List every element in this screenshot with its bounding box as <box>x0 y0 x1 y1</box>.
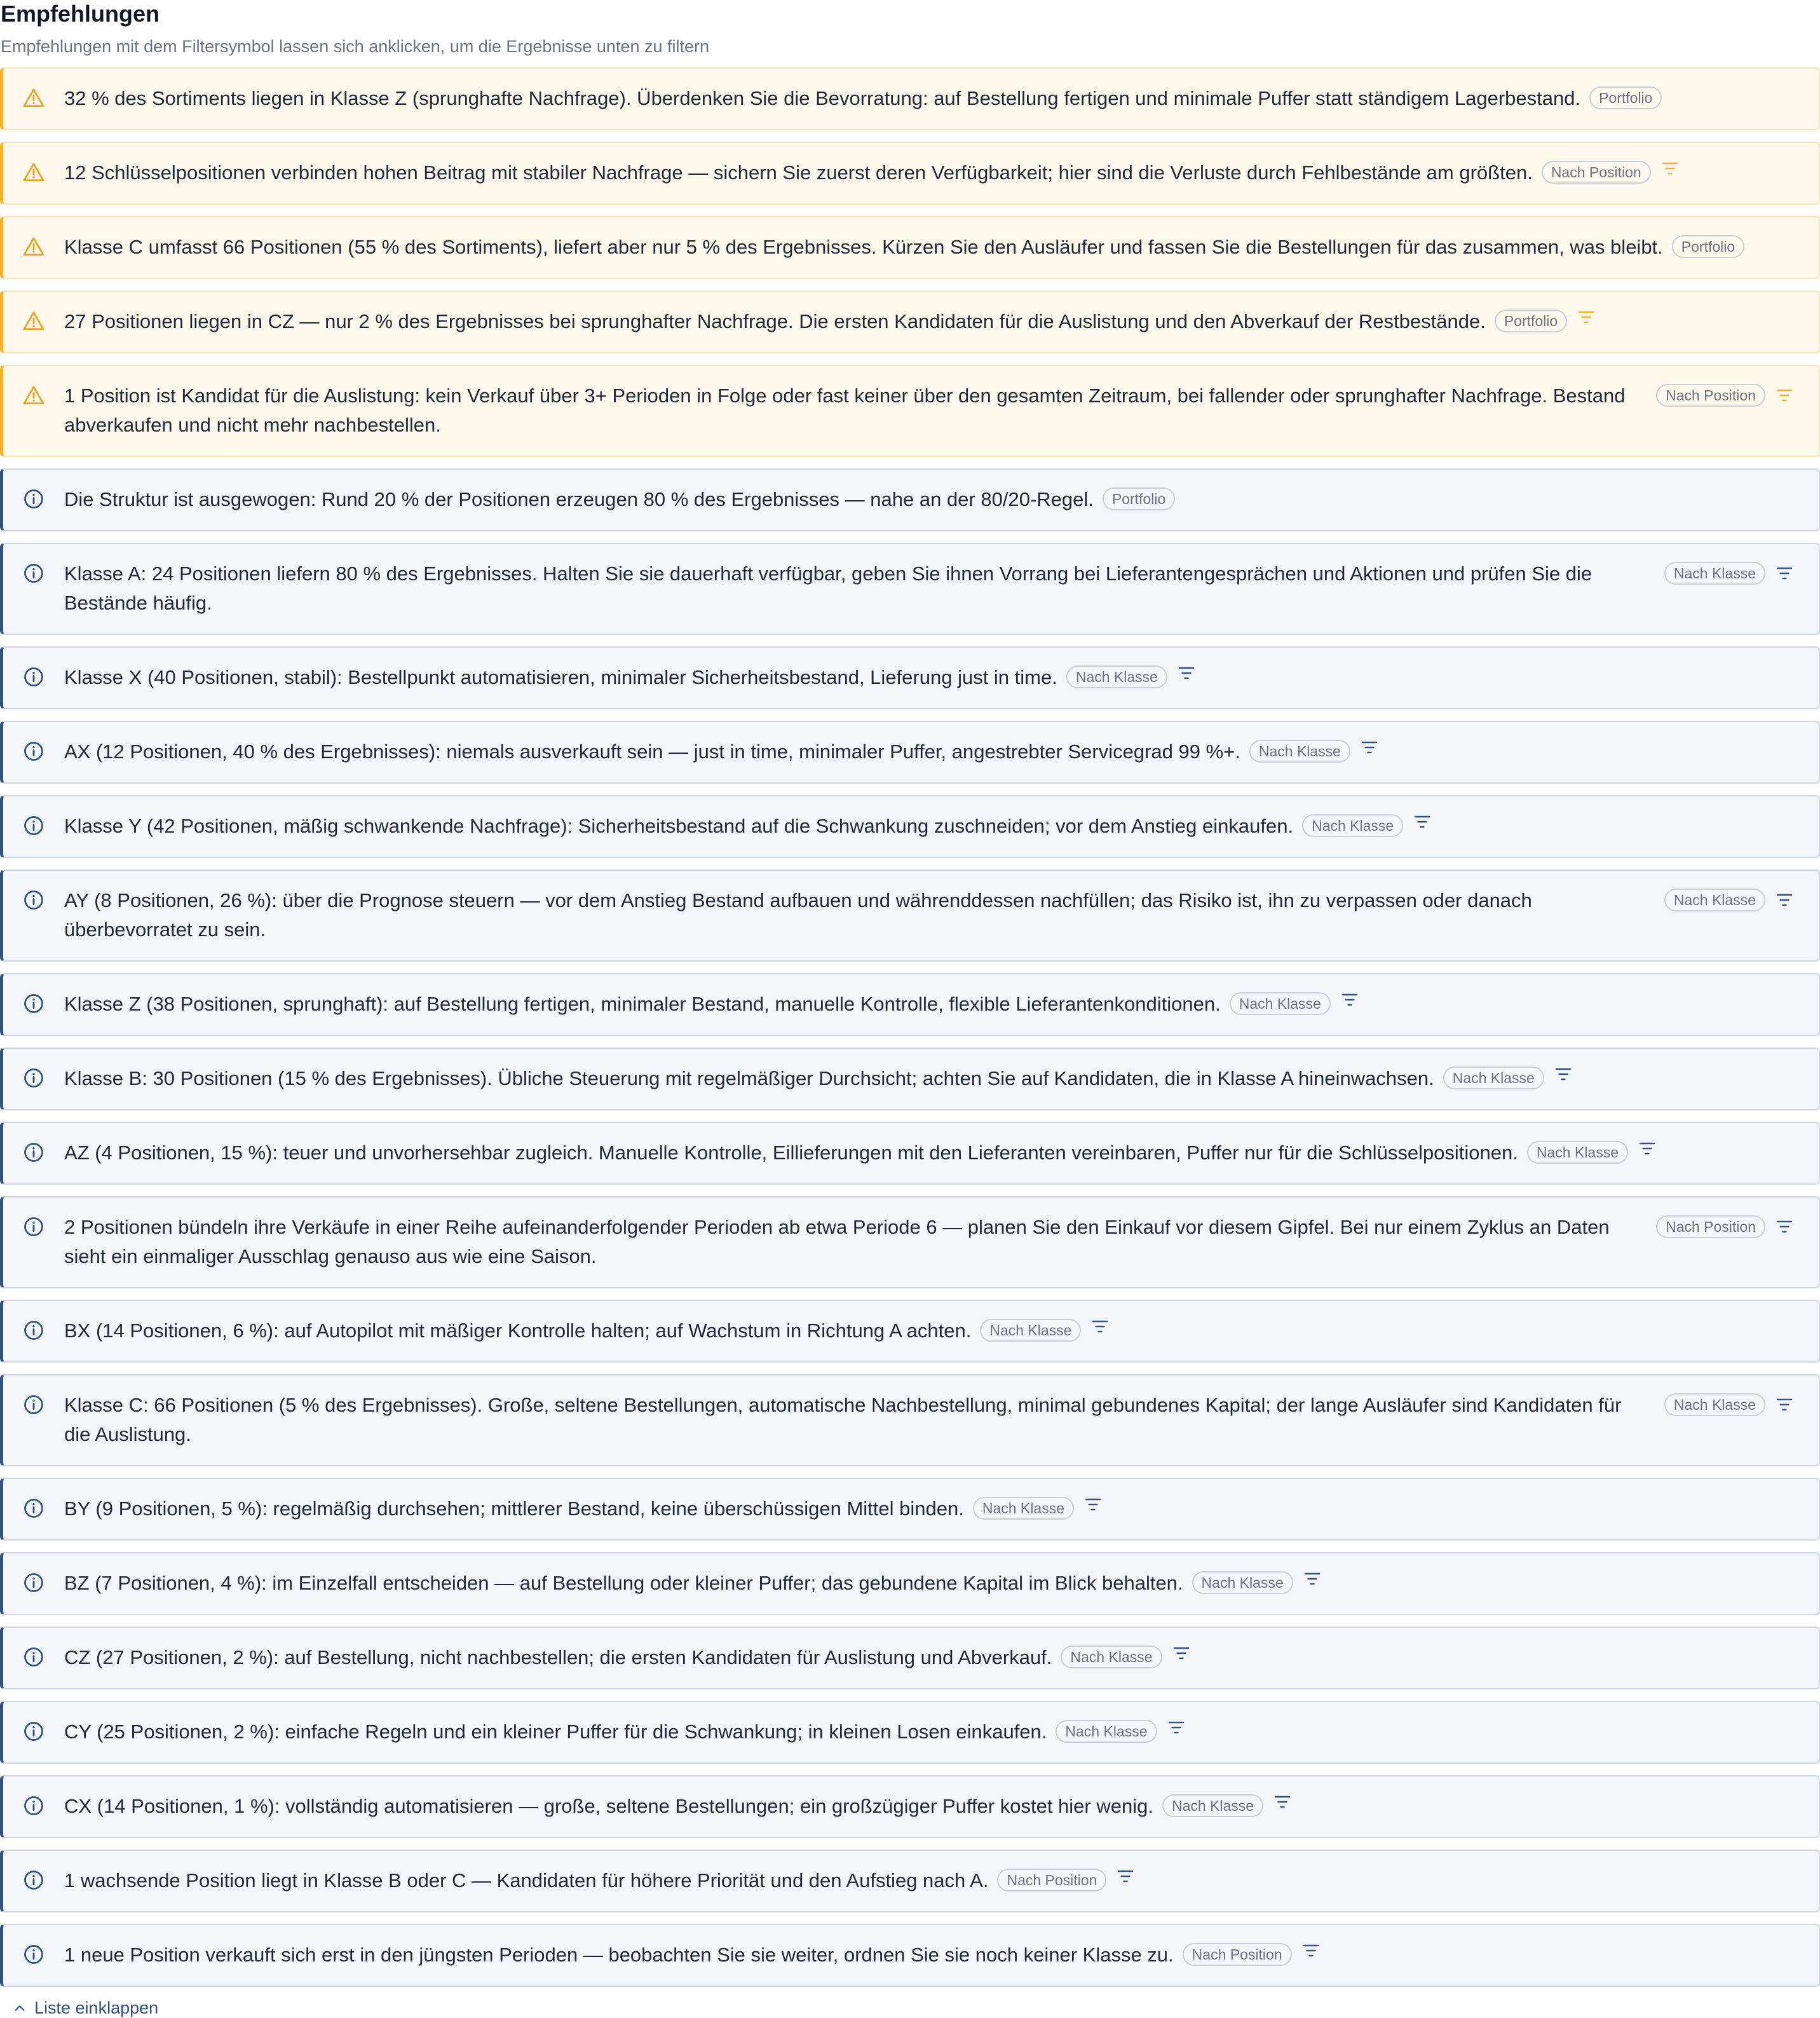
info-circle-icon <box>22 740 48 765</box>
info-circle-icon <box>22 1794 48 1820</box>
recommendation-card-info[interactable] <box>0 646 1820 709</box>
filter-icon[interactable] <box>1554 1066 1572 1082</box>
recommendation-card-info[interactable] <box>0 795 1820 858</box>
recommendation-text: Klasse Y (42 Positionen, mäßig schwankende Nachfrage): Sicherheitsbestand auf die Schwankung zuschneiden; vor dem Anstieg einkaufen. <box>64 815 1294 837</box>
scope-badge: Portfolio <box>1589 86 1662 109</box>
info-circle-icon <box>22 1720 48 1745</box>
recommendation-card-info[interactable] <box>0 1478 1820 1541</box>
recommendation-card-info[interactable] <box>0 543 1820 635</box>
filter-icon[interactable] <box>1117 1868 1134 1885</box>
recommendation-card-warning[interactable] <box>0 290 1820 353</box>
recommendation-text: Die Struktur ist ausgewogen: Rund 20 % der Positionen erzeugen 80 % des Ergebnisses — nahe an der 80/20-Regel. <box>64 488 1094 510</box>
filter-icon[interactable] <box>1776 1396 1793 1413</box>
recommendation-text: 27 Positionen liegen in CZ — nur 2 % des Ergebnisses bei sprunghafter Nachfrage. Die ersten Kandidaten für die Auslistung und den Abverkauf der Restbestände. <box>64 310 1486 332</box>
scope-badge: Nach Klasse <box>1664 1393 1765 1416</box>
scope-badge: Nach Position <box>997 1869 1106 1892</box>
info-circle-icon <box>22 992 48 1018</box>
info-circle-icon <box>22 487 48 513</box>
recommendation-text-block <box>64 663 1793 692</box>
scope-badge: Nach Klasse <box>1302 814 1403 837</box>
recommendation-text: 32 % des Sortiments liegen in Klasse Z (sprunghafte Nachfrage). Überdenken Sie die Bevorratung: auf Bestellung fertigen und minimale Puffer statt ständigem Lagerbestand. <box>64 87 1581 109</box>
recommendation-text: 1 Position ist Kandidat für die Auslistung: kein Verkauf über 3+ Perioden in Folge oder fast keiner über den gesamten Zeitraum, bei fallender oder sprunghafter Nachfrage. Bestand abverkaufen und nicht mehr nachbestellen. <box>64 385 1626 436</box>
recommendation-text-block <box>64 737 1793 767</box>
recommendation-text: CX (14 Positionen, 1 %): vollständig automatisieren — große, seltene Bestellungen; ein großzügiger Puffer kostet hier wenig. <box>64 1795 1153 1817</box>
recommendation-text-block <box>64 1940 1793 1970</box>
recommendation-text-block <box>64 559 1664 618</box>
warning-triangle-icon <box>22 86 48 112</box>
warning-triangle-icon <box>22 310 48 335</box>
recommendation-text-block <box>64 1643 1793 1672</box>
recommendation-text: Klasse Z (38 Positionen, sprunghaft): auf Bestellung fertigen, minimaler Bestand, manuelle Kontrolle, flexible Lieferantenkonditionen. <box>64 993 1221 1015</box>
recommendation-list <box>0 67 1820 1987</box>
info-circle-icon <box>22 1067 48 1092</box>
recommendation-card-info[interactable] <box>0 721 1820 784</box>
filter-icon[interactable] <box>1178 665 1195 681</box>
recommendation-text: CY (25 Positionen, 2 %): einfache Regeln und ein kleiner Puffer für die Schwankung; in kleinen Losen einkaufen. <box>64 1721 1047 1743</box>
recommendation-text: BX (14 Positionen, 6 %): auf Autopilot mit mäßiger Kontrolle halten; auf Wachstum in Richtung A achten. <box>64 1319 972 1342</box>
filter-icon[interactable] <box>1776 387 1793 404</box>
recommendation-actions <box>1664 889 1793 911</box>
filter-icon[interactable] <box>1577 309 1595 325</box>
recommendation-text: BZ (7 Positionen, 4 %): im Einzelfall entscheiden — auf Bestellung oder kleiner Puffer; das gebundene Kapital im Blick behalten. <box>64 1572 1183 1594</box>
scope-badge: Nach Klasse <box>1056 1720 1157 1743</box>
recommendation-card-info[interactable] <box>0 1626 1820 1689</box>
filter-icon[interactable] <box>1091 1318 1109 1335</box>
recommendation-text-block <box>64 381 1656 440</box>
recommendation-card-info[interactable] <box>0 1775 1820 1838</box>
recommendation-text-block <box>64 1064 1793 1093</box>
info-circle-icon <box>22 814 48 840</box>
recommendation-text-block <box>64 1792 1793 1821</box>
info-circle-icon <box>22 1943 48 1968</box>
recommendation-text: 1 neue Position verkauft sich erst in den jüngsten Perioden — beobachten Sie sie weiter, ordnen Sie sie noch keiner Klasse zu. <box>64 1944 1174 1966</box>
scope-badge: Nach Klasse <box>1061 1646 1162 1668</box>
info-circle-icon <box>22 1869 48 1894</box>
recommendation-text-block <box>64 84 1793 113</box>
filter-icon[interactable] <box>1303 1571 1321 1587</box>
info-circle-icon <box>22 1215 48 1241</box>
scope-badge: Portfolio <box>1495 310 1567 332</box>
recommendation-text: AZ (4 Positionen, 15 %): teuer und unvorhersehbar zugleich. Manuelle Kontrolle, Eillieferungen mit den Lieferanten vereinbaren, Puffer nur für die Schlüsselpositionen. <box>64 1142 1518 1164</box>
recommendation-card-info[interactable] <box>0 1924 1820 1987</box>
info-circle-icon <box>22 1141 48 1166</box>
collapse-list-label: Liste einklappen <box>34 1998 159 2017</box>
scope-badge: Nach Klasse <box>1443 1067 1544 1089</box>
scope-badge: Nach Klasse <box>1664 889 1765 911</box>
scope-badge: Nach Klasse <box>973 1497 1074 1520</box>
recommendation-text: Klasse C umfasst 66 Positionen (55 % des Sortiments), liefert aber nur 5 % des Ergebnisses. Kürzen Sie den Ausläufer und fassen Sie die Bestellungen für das zusammen, was bleibt. <box>64 236 1663 258</box>
info-circle-icon <box>22 1393 48 1419</box>
recommendation-text-block <box>64 158 1793 187</box>
filter-icon[interactable] <box>1661 160 1679 177</box>
recommendation-actions <box>1664 562 1793 585</box>
filter-icon[interactable] <box>1084 1496 1102 1513</box>
recommendation-text: 1 wachsende Position liegt in Klasse B oder C — Kandidaten für höhere Priorität und den Aufstieg nach A. <box>64 1869 989 1892</box>
scope-badge: Nach Klasse <box>1162 1794 1263 1817</box>
recommendation-text: Klasse X (40 Positionen, stabil): Bestellpunkt automatisieren, minimaler Sicherheitsbestand, Lieferung just in time. <box>64 666 1057 688</box>
scope-badge: Nach Klasse <box>1664 562 1765 585</box>
recommendation-text-block <box>64 1391 1664 1449</box>
recommendation-text-block <box>64 1494 1793 1524</box>
recommendation-text-block <box>64 1569 1793 1598</box>
info-circle-icon <box>22 1497 48 1522</box>
scope-badge: Nach Klasse <box>1066 665 1167 688</box>
recommendation-card-info[interactable] <box>0 1122 1820 1185</box>
recommendation-text: CZ (27 Positionen, 2 %): auf Bestellung, nicht nachbestellen; die ersten Kandidaten für Auslistung und Abverkauf. <box>64 1646 1052 1668</box>
filter-icon[interactable] <box>1776 565 1793 582</box>
recommendation-text: 12 Schlüsselpositionen verbinden hohen Beitrag mit stabiler Nachfrage — sichern Sie zuerst deren Verfügbarkeit; hier sind die Verluste durch Fehlbestände am größten. <box>64 161 1533 184</box>
filter-icon[interactable] <box>1302 1942 1320 1959</box>
recommendation-text-block <box>64 990 1793 1019</box>
recommendation-text: 2 Positionen bündeln ihre Verkäufe in einer Reihe aufeinanderfolgender Perioden ab etwa Periode 6 — planen Sie den Einkauf vor diesem Gipfel. Bei nur einem Zyklus an Daten sieht ein einmaliger Ausschlag genauso aus wie eine Saison. <box>64 1216 1610 1267</box>
recommendation-text: Klasse A: 24 Positionen liefern 80 % des Ergebnisses. Halten Sie sie dauerhaft verfügbar, geben Sie ihnen Vorrang bei Lieferantengesprächen und Aktionen und prüfen Sie die Bestände häufig. <box>64 562 1592 614</box>
recommendation-text-block <box>64 1717 1793 1747</box>
scope-badge: Portfolio <box>1672 235 1744 258</box>
recommendation-card-info[interactable] <box>0 1850 1820 1912</box>
recommendation-text-block <box>64 812 1793 841</box>
recommendation-text-block <box>64 1138 1793 1168</box>
filter-icon[interactable] <box>1341 992 1359 1008</box>
recommendation-text: BY (9 Positionen, 5 %): regelmäßig durchsehen; mittlerer Bestand, keine überschüssigen Mittel binden. <box>64 1497 964 1520</box>
scope-badge: Nach Klasse <box>1192 1571 1293 1594</box>
recommendation-text: AY (8 Positionen, 26 %): über die Prognose steuern — vor dem Anstieg Bestand aufbauen und währenddessen nachfüllen; das Risiko ist, ihn zu verpassen oder danach überbevorratet zu sein. <box>64 889 1532 941</box>
recommendation-card-info[interactable] <box>0 1552 1820 1615</box>
info-circle-icon <box>22 665 48 691</box>
recommendation-text-block <box>64 233 1793 262</box>
scope-badge: Nach Klasse <box>980 1319 1081 1342</box>
scope-badge: Nach Position <box>1656 1215 1765 1238</box>
scope-badge: Nach Position <box>1542 161 1651 184</box>
scope-badge: Nach Klasse <box>1230 992 1331 1015</box>
recommendation-card-info[interactable] <box>0 1300 1820 1363</box>
recommendation-actions <box>1664 1393 1793 1416</box>
recommendation-text: AX (12 Positionen, 40 % des Ergebnisses): niemals ausverkauft sein — just in time, minimaler Puffer, angestrebter Servicegrad 99 %+. <box>64 740 1240 763</box>
warning-triangle-icon <box>22 384 48 409</box>
recommendation-card-info[interactable] <box>0 973 1820 1036</box>
scope-badge: Nach Klasse <box>1527 1141 1628 1164</box>
recommendation-card-info[interactable] <box>0 1047 1820 1110</box>
warning-triangle-icon <box>22 161 48 186</box>
info-circle-icon <box>22 1571 48 1597</box>
filter-icon[interactable] <box>1638 1140 1656 1157</box>
recommendation-card-info[interactable] <box>0 869 1820 962</box>
info-circle-icon <box>22 562 48 587</box>
recommendation-card-info[interactable] <box>0 1374 1820 1466</box>
scope-badge: Nach Klasse <box>1249 740 1350 763</box>
page-title: Empfehlungen <box>1 1 160 27</box>
recommendation-text-block <box>64 1213 1656 1271</box>
recommendation-text-block <box>64 1316 1793 1346</box>
recommendation-text: Klasse B: 30 Positionen (15 % des Ergebnisses). Übliche Steuerung mit regelmäßiger Durchsicht; achten Sie auf Kandidaten, die in Klasse A hineinwachsen. <box>64 1067 1434 1089</box>
collapse-list-button[interactable] <box>13 1998 1820 2018</box>
recommendation-card-warning[interactable] <box>0 142 1820 205</box>
filter-icon[interactable] <box>1413 814 1431 830</box>
recommendation-text: Klasse C: 66 Positionen (5 % des Ergebnisses). Große, seltene Bestellungen, automatische Nachbestellung, minimal gebundenes Kapital; der lange Ausläufer sind Kandidaten für die Auslistung. <box>64 1394 1622 1445</box>
warning-triangle-icon <box>22 235 48 261</box>
info-circle-icon <box>22 889 48 914</box>
filter-icon[interactable] <box>1776 1218 1793 1235</box>
recommendation-text-block <box>64 886 1664 944</box>
info-circle-icon <box>22 1646 48 1671</box>
chevron-up-icon <box>13 2001 27 2015</box>
filter-icon[interactable] <box>1776 892 1793 908</box>
recommendation-card-info <box>0 468 1820 531</box>
filter-icon[interactable] <box>1172 1645 1190 1661</box>
recommendation-text-block <box>64 307 1793 336</box>
scope-badge: Nach Position <box>1183 1943 1292 1966</box>
recommendation-text-block <box>64 485 1793 514</box>
scope-badge: Portfolio <box>1103 487 1175 510</box>
scope-badge: Nach Position <box>1656 384 1765 407</box>
recommendation-card-warning <box>0 67 1820 130</box>
recommendation-card-warning[interactable] <box>0 365 1820 457</box>
filter-icon[interactable] <box>1273 1794 1291 1810</box>
info-circle-icon <box>22 1319 48 1344</box>
filter-icon[interactable] <box>1361 739 1378 756</box>
filter-icon[interactable] <box>1167 1719 1185 1736</box>
recommendation-actions <box>1656 384 1793 407</box>
page-subtitle: Empfehlungen mit dem Filtersymbol lassen sich anklicken, um die Ergebnisse unten zu filtern <box>1 37 710 56</box>
recommendation-text-block <box>64 1866 1793 1895</box>
recommendation-card-info[interactable] <box>0 1196 1820 1288</box>
recommendation-card-warning <box>0 216 1820 279</box>
recommendation-actions <box>1656 1215 1793 1238</box>
recommendation-card-info[interactable] <box>0 1701 1820 1764</box>
